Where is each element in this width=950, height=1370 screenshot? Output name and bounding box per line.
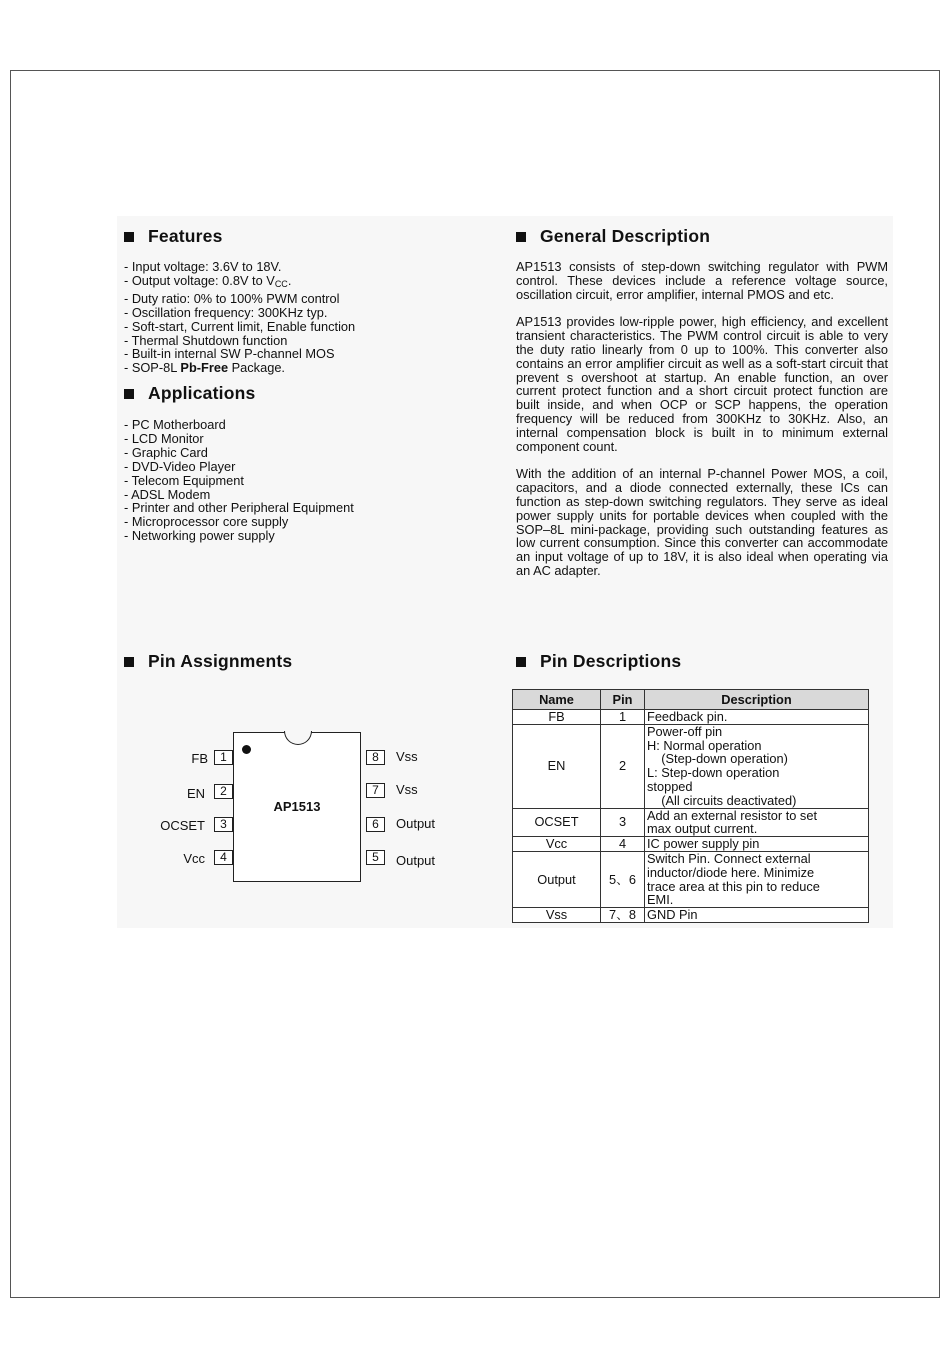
description-line: IC power supply pin [647, 836, 760, 852]
pin-name-cell: EN [513, 724, 601, 808]
pin-number-4: 4 [214, 850, 233, 865]
list-item: - Soft-start, Current limit, Enable function [124, 318, 356, 334]
pin-description-cell [645, 808, 869, 837]
vcc-subscript: CC [274, 278, 288, 289]
description-line: inductor/diode here. Minimize [647, 864, 815, 880]
applications-section [124, 383, 354, 543]
description-line: trace area at this pin to reduce [647, 878, 820, 894]
table-row [513, 808, 869, 837]
pin-descriptions-table [512, 689, 869, 923]
square-bullet-icon [124, 657, 134, 667]
features-section [124, 226, 355, 375]
pin-number-cell: 7、8 [601, 908, 645, 923]
description-line: Add an external resistor to set [647, 807, 818, 823]
pin-assignments-heading-text: Pin Assignments [148, 651, 293, 671]
square-bullet-icon [516, 657, 526, 667]
pin-label-fb: FB [191, 751, 208, 766]
description-paragraph: AP1513 consists of step-down switching regulator with PWM control. These devices include a reference voltage source, oscillation circuit, error amplifier, internal PMOS and etc. [516, 259, 888, 302]
ic-package [233, 732, 361, 882]
column-header-pin: Pin [601, 690, 645, 710]
pin-assignments-heading [124, 651, 292, 672]
pin1-marker-dot [242, 745, 251, 754]
description-line: EMI. [647, 892, 674, 908]
pin-description-cell [645, 724, 869, 808]
table-row [513, 908, 869, 923]
pin-label-en: EN [186, 786, 205, 801]
list-item: - DVD-Video Player [124, 458, 236, 474]
square-bullet-icon [124, 389, 134, 399]
general-description-heading [516, 226, 888, 247]
pin-number-3: 3 [214, 817, 233, 832]
features-heading [124, 226, 355, 247]
table-row [513, 851, 869, 907]
pb-free-text: Pb-Free [180, 360, 229, 376]
pin-name-cell: Vss [513, 908, 601, 923]
description-line: Feedback pin. [647, 709, 728, 724]
pin-number-cell: 2 [601, 724, 645, 808]
table-header-row [513, 690, 869, 710]
list-item: - Duty ratio: 0% to 100% PWM control [124, 290, 340, 306]
pin-descriptions-section [516, 651, 681, 672]
square-bullet-icon [516, 232, 526, 242]
pin-number-1: 1 [214, 750, 233, 765]
pin-label-output: Output [396, 816, 436, 831]
table-row [513, 837, 869, 852]
pin-label-vcc: Vcc [183, 851, 205, 866]
pin-number-7: 7 [366, 783, 385, 798]
description-line: L: Step-down operation [647, 765, 780, 781]
list-item: - Networking power supply [124, 528, 275, 544]
pin-description-cell [645, 710, 869, 725]
pin-label-vss: Vss [396, 749, 418, 764]
pin-label-ocset: OCSET [160, 818, 205, 833]
general-description-section [516, 226, 888, 578]
pin-description-cell [645, 837, 869, 852]
description-line: Power-off pin [647, 723, 723, 739]
table-row [513, 724, 869, 808]
features-heading-text: Features [148, 226, 223, 246]
package-suffix: Package. [228, 360, 285, 376]
pin-label-vss: Vss [396, 782, 418, 797]
list-item: - Graphic Card [124, 444, 208, 460]
description-line: stopped [647, 778, 693, 794]
features-list [124, 260, 355, 375]
pin-label-output: Output [396, 853, 436, 868]
column-header-description: Description [645, 690, 869, 710]
list-item [124, 274, 355, 292]
pin-number-8: 8 [366, 750, 385, 765]
list-item: - Oscillation frequency: 300KHz typ. [124, 304, 328, 320]
chip-name: AP1513 [273, 799, 321, 814]
pin-number-cell: 1 [601, 710, 645, 725]
description-paragraph: With the addition of an internal P-channel Power MOS, a coil, capacitors, and a diode connected externally, these ICs can function as step-down switching regulators. They serve as ideal power supply units for portable devices when coupled with the SOP–8L mini-package, providing such outstanding features as low current consumption. Since this converter can accommodate an input voltage of up to 18V, it is also ideal when operating via an AC adapter. [516, 466, 888, 578]
pin-descriptions-heading [516, 651, 681, 672]
output-voltage-text: - Output voltage: 0.8V to V [124, 272, 275, 288]
pin-number-2: 2 [214, 784, 233, 799]
pin-description-cell [645, 908, 869, 923]
column-header-name: Name [513, 690, 601, 710]
table-body [513, 710, 869, 923]
output-voltage-suffix: . [287, 272, 292, 288]
list-item: - Telecom Equipment [124, 472, 244, 488]
pin-name-cell: FB [513, 710, 601, 725]
description-line: (All circuits deactivated) [647, 792, 797, 808]
pin-number-cell: 4 [601, 837, 645, 852]
applications-list [124, 418, 354, 543]
list-item: - Built-in internal SW P-channel MOS [124, 346, 335, 362]
table-row [513, 710, 869, 725]
package-notch [284, 731, 312, 745]
list-item: - PC Motherboard [124, 417, 226, 432]
list-item: - ADSL Modem [124, 486, 211, 502]
pin-number-5: 5 [366, 850, 385, 865]
applications-heading-text: Applications [148, 383, 256, 403]
pin-name-cell: OCSET [513, 808, 601, 837]
description-line: max output current. [647, 821, 758, 837]
general-description-heading-text: General Description [540, 226, 711, 246]
square-bullet-icon [124, 232, 134, 242]
pin-number-6: 6 [366, 817, 385, 832]
list-item: - Thermal Shutdown function [124, 332, 288, 348]
description-line: Switch Pin. Connect external [647, 850, 811, 866]
list-item [124, 361, 355, 375]
description-paragraph: AP1513 provides low-ripple power, high efficiency, and excellent transient characteristics. The PWM control circuit is able to very the duty ratio linearly from 0 up to 100%. This converter also contains an error amplifier circuit as well as a soft-start circuit that prevent s overshoot at startup. An enable function, an over current protect function and a short circuit protect function are built inside, and when OCP or SCP happens, the operation frequency will be reduced from 300KHz to 30KHz. Also, an internal compensation block is built in to minimum external component count. [516, 314, 888, 454]
pin-description-cell [645, 851, 869, 907]
package-text: - SOP-8L [124, 360, 181, 376]
list-item: - Microprocessor core supply [124, 514, 289, 530]
pin-descriptions-heading-text: Pin Descriptions [540, 651, 682, 671]
description-line: GND Pin [647, 907, 698, 923]
list-item: - Printer and other Peripheral Equipment [124, 500, 354, 516]
pin-name-cell: Vcc [513, 837, 601, 852]
description-line: (Step-down operation) [647, 751, 788, 767]
description-line: H: Normal operation [647, 737, 762, 753]
list-item: - LCD Monitor [124, 430, 204, 446]
pin-number-cell: 3 [601, 808, 645, 837]
pin-number-cell: 5、6 [601, 851, 645, 907]
applications-heading [124, 383, 354, 404]
pin-assignments-section [124, 651, 292, 672]
list-item: - Input voltage: 3.6V to 18V. [124, 259, 282, 274]
pin-name-cell: Output [513, 851, 601, 907]
